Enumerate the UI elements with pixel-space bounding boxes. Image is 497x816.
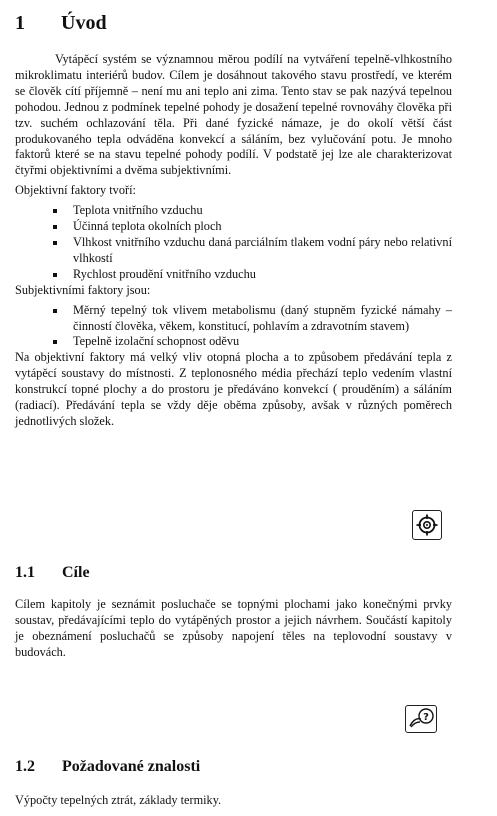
section-title: Cíle <box>62 564 90 581</box>
subjective-factors-heading: Subjektivními faktory jsou: <box>15 282 151 297</box>
chapter-title: Úvod <box>61 12 107 34</box>
objective-factors-list <box>15 203 452 283</box>
svg-text:?: ? <box>423 712 429 723</box>
prerequisites-paragraph: Výpočty tepelných ztrát, základy termiky. <box>15 793 222 807</box>
list-item: Měrný tepelný tok vlivem metabolismu (daný stupněm fyzické námahy – činností člověka, věkem, konstitucí, pohlavím a zdravotním stavem) <box>55 303 452 335</box>
section-title: Požadované znalosti <box>62 758 201 775</box>
chapter-number: 1 <box>15 12 25 34</box>
list-item: Rychlost proudění vnitřního vzduchu <box>55 267 452 283</box>
heat-transfer-paragraph: Na objektivní faktory má velký vliv otopná plocha a to způsobem předávání tepla z vytápěcí soustavy do místnosti. Z teplonosného média přechází teplo vedením vlastní konstrukcí topné plochy a do prostoru je předáváno konvekcí ( prouděním) a sáláním (radiací). Předávání tepla se vždy děje oběma způsoby, avšak v různých poměrech jednotlivých složek. <box>15 350 452 428</box>
section-heading-goals <box>15 564 90 582</box>
section-heading-prerequisites <box>15 758 200 776</box>
list-item: Teplota vnitřního vzduchu <box>55 203 452 219</box>
intro-section <box>15 52 452 430</box>
question-icon <box>405 705 437 733</box>
subjective-factors-list <box>15 303 452 351</box>
section-number: 1.1 <box>15 564 35 581</box>
objective-factors-heading: Objektivní faktory tvoří: <box>15 183 136 198</box>
section-number: 1.2 <box>15 758 35 775</box>
intro-paragraph: Vytápěcí systém se významnou měrou podílí na vytváření tepelně-vlhkostního mikroklimatu interiérů budov. Cílem je dosáhnout takového stavu prostředí, ve kterém se člověk cítí příjemně – není mu ani teplo ani zima. Tento stav se pak nazývá tepelnou pohodou. Jednou z podmínek tepelné pohody je dosažení tepelné rovnováhy člověka při tzv. suchém ochlazování těla. Při dané fyzické námaze, je do okolí větší část produkovaného tepla odváděna konvekcí a sáláním, bez vylučování potu. Je mnoho faktorů které se na stavu tepelné pohody podílí. V podstatě jej lze ale charakterizovat čtyřmi objektivními a dvěma subjektivními. <box>15 52 452 178</box>
target-icon <box>412 510 442 540</box>
list-item: Účinná teplota okolních ploch <box>55 219 452 235</box>
goals-paragraph: Cílem kapitoly je seznámit posluchače se topnými plochami jako konečnými prvky soustav, předávajícími teplo do vytápěných prostor a jejich návrhem. Součástí kapitoly je obeznámení posluchačů se způsoby napojení těles na teplovodní soustavy v budovách. <box>15 597 452 659</box>
chapter-heading <box>15 12 107 35</box>
list-item: Tepelně izolační schopnost oděvu <box>55 334 452 350</box>
list-item: Vlhkost vnitřního vzduchu daná parciálním tlakem vodní páry nebo relativní vlhkostí <box>55 235 452 267</box>
